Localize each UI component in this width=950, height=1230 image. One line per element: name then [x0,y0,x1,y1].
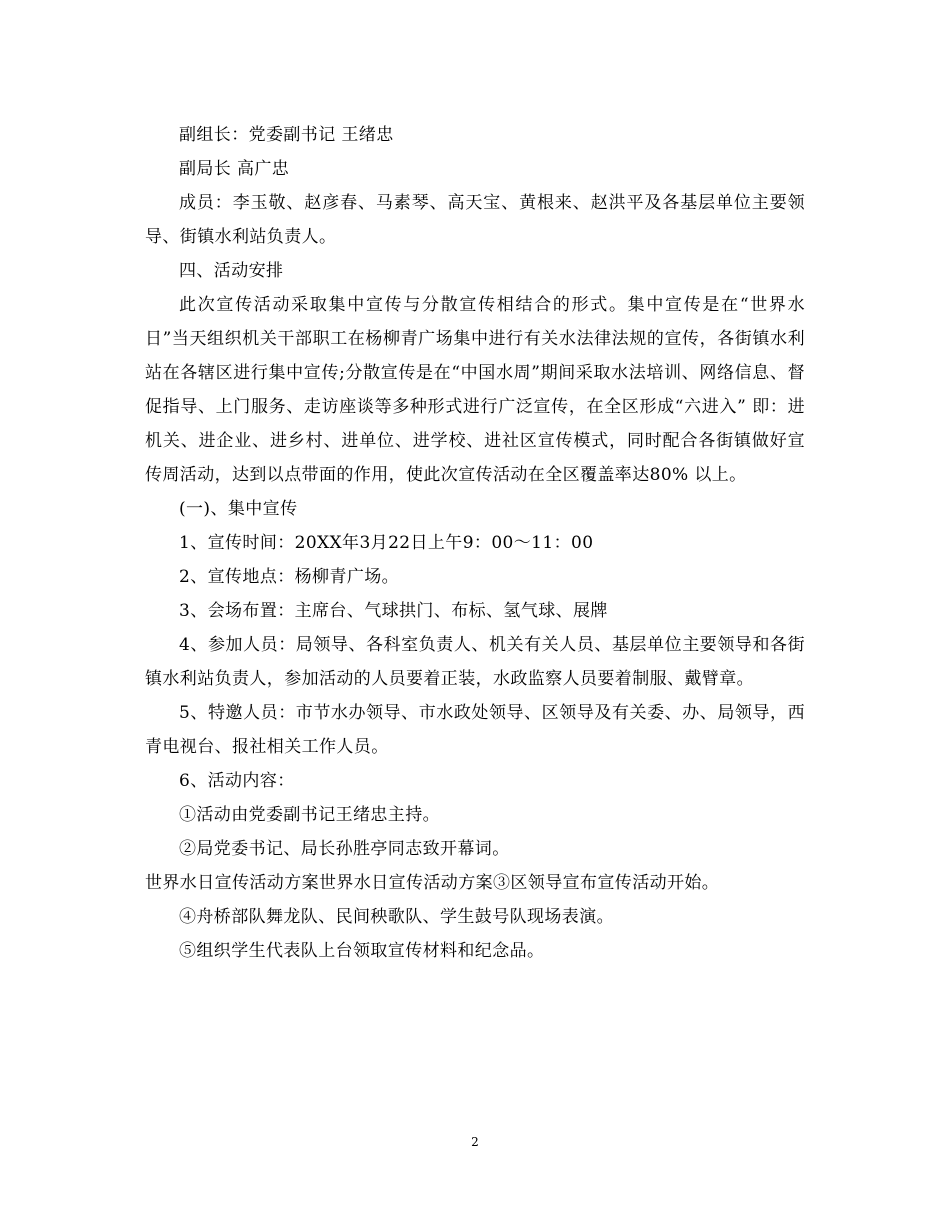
paragraph-participants: 4、参加人员：局领导、各科室负责人、机关有关人员、基层单位主要领导和各街镇水利站负责人，参加活动的人员要着正装，水政监察人员要着制服、戴臂章。 [145,635,805,689]
paragraph-activity-overview: 此次宣传活动采取集中宣传与分散宣传相结合的形式。集中宣传是在“世界水日”当天组织机关干部职工在杨柳青广场集中进行有关水法律法规的宣传，各街镇水利站在各辖区进行集中宣传;分散宣传是在“中国水周”期间采取水法培训、网络信息、督促指导、上门服务、走访座谈等多种形式进行广泛宣传，在全区形成“六进入” 即：进机关、进企业、进乡村、进单位、进学校、进社区宣传模式，同时配合各街镇做好宣传周活动，达到以点带面的作用，使此次宣传活动在全区覆盖率达80% 以上。 [145,295,805,485]
paragraph-publicity-location: 2、宣传地点：杨柳青广场。 [179,567,400,587]
paragraph-members: 成员：李玉敬、赵彦春、马素琴、高天宝、黄根来、赵洪平及各基层单位主要领导、街镇水利站负责人。 [145,193,805,247]
section-heading-activity-arrangement: 四、活动安排 [179,261,284,281]
list-item-opening-speech: ②局党委书记、局长孙胜亭同志致开幕词。 [179,839,510,859]
paragraph-activity-content: 6、活动内容： [179,771,295,791]
list-item-activity-start: 世界水日宣传活动方案世界水日宣传活动方案③区领导宣布宣传活动开始。 [145,873,720,893]
paragraph-deputy-leader: 副组长：党委副书记 王绪忠 [179,125,394,145]
subsection-heading-centralized-publicity: (一)、集中宣传 [179,499,298,519]
paragraph-deputy-director: 副局长 高广忠 [179,159,290,179]
paragraph-invited-guests: 5、特邀人员：市节水办领导、市水政处领导、区领导及有关委、办、局领导，西青电视台、报社相关工作人员。 [145,703,805,757]
list-item-performances: ④舟桥部队舞龙队、民间秧歌队、学生鼓号队现场表演。 [179,907,614,927]
list-item-host: ①活动由党委副书记王绪忠主持。 [179,805,440,825]
document-body [145,118,805,968]
paragraph-venue-setup: 3、会场布置：主席台、气球拱门、布标、氢气球、展牌 [179,601,608,621]
page-number: 2 [471,1135,479,1149]
list-item-materials: ⑤组织学生代表队上台领取宣传材料和纪念品。 [179,941,545,961]
paragraph-publicity-time: 1、宣传时间：20XX年3月22日上午9：00～11：00 [179,533,594,553]
